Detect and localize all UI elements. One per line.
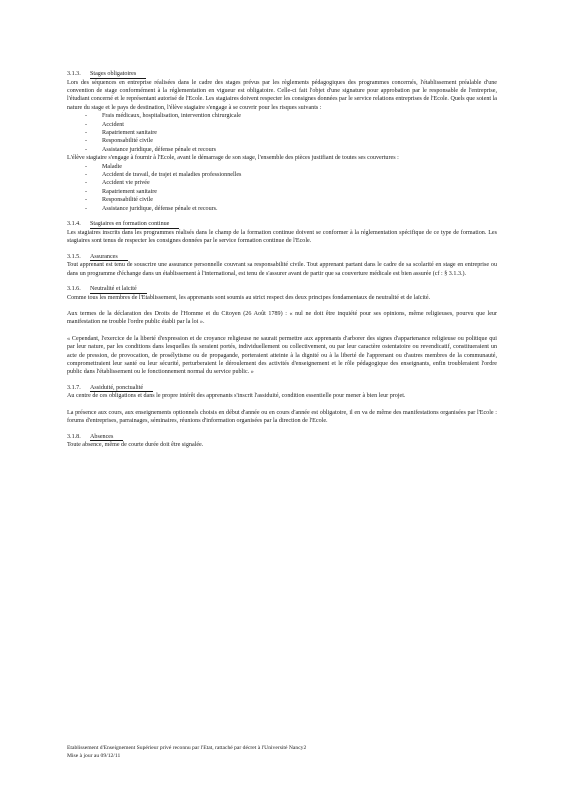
section-heading — [67, 285, 497, 294]
list-item: - Assistance juridique, défense pénale et recours. — [85, 205, 497, 213]
section-heading — [67, 253, 497, 262]
section-3-1-5 — [67, 253, 497, 278]
paragraph: Comme tous les membres de l'Etablissement, les apprenants sont soumis au strict respect des deux principes fondamentaux de neutralité et de laïcité. — [67, 294, 431, 301]
section-3-1-7 — [67, 384, 497, 426]
section-heading — [67, 220, 497, 229]
list-item: - Frais médicaux, hospitalisation, intervention chirurgicale — [85, 112, 497, 120]
list-item: - Responsabilité civile — [85, 196, 497, 204]
list-item: - Rapatriement sanitaire — [85, 129, 497, 137]
paragraph: Au centre de ces obligations et dans le propre intérêt des apprenants s'inscrit l'assiduité, condition essentielle pour mener à bien leur projet. — [67, 393, 406, 400]
list-item: - Assistance juridique, défense pénale et recours — [85, 146, 497, 154]
paragraph: Tout apprenant est tenu de souscrire une assurance personnelle couvrant sa responsabilité civile. Tout apprenant partant dans le cadre de sa scolarité en stage en entreprise ou dans un programme d'échange dans un établissement à l'international, est tenu de s'assurer avant de partir que sa couverture médicale est bien assurée (cf : § 3.1.3.). — [67, 262, 497, 277]
section-number: 3.1.7. — [67, 384, 81, 391]
section-heading — [67, 70, 497, 79]
list-item: - Maladie — [85, 163, 497, 171]
section-number: 3.1.4. — [67, 221, 81, 228]
page-footer — [67, 744, 497, 760]
section-title: Neutralité et laïcité — [90, 286, 147, 294]
paragraph: Lors des séquences en entreprise réalisées dans le cadre des stages prévus par les règlements pédagogiques des programmes concernés, l'établissement préalable d'une convention de stage conformément à la réglementation en vigueur est obligatoire. Celle-ci fait l'objet d'une signature pour approbation par le responsable de l'entreprise, l'étudiant concerné et le représentant autorisé de l'Ecole. Les stagiaires doivent respecter les consignes données par le service relations entreprises de l'Ecole. Quels que soient la nature du stage et le pays de destination, l'élève stagiaire s'engage à se couvrir pour les risques suivants : — [67, 79, 497, 111]
section-number: 3.1.5. — [67, 253, 81, 260]
documents-list — [67, 163, 497, 213]
section-title: Absences — [90, 434, 123, 442]
list-item: - Rapatriement sanitaire — [85, 188, 497, 196]
section-3-1-6 — [67, 285, 497, 377]
section-heading — [67, 433, 497, 442]
section-title: Stagiaires en formation continue — [90, 221, 179, 229]
section-number: 3.1.8. — [67, 433, 81, 440]
paragraph: Aux termes de la déclaration des Droits de l'Homme et du Citoyen (26 Août 1789) : « nul ne doit être inquiété pour ses opinions, même religieuses, pourvu que leur manifestation ne trouble l'ordre public établi par la loi ». — [67, 310, 497, 326]
section-title: Stages obligatoires — [90, 71, 146, 79]
section-3-1-8 — [67, 433, 497, 450]
paragraph: Toute absence, même de courte durée doit être signalée. — [67, 442, 204, 449]
section-heading — [67, 384, 497, 393]
section-number: 3.1.6. — [67, 285, 81, 292]
list-item: - Accident vie privée — [85, 179, 497, 187]
section-3-1-3 — [67, 70, 497, 213]
section-number: 3.1.3. — [67, 71, 81, 77]
footer-institution-line: Etablissement d'Enseignement Supérieur privé reconnu par l'Etat, rattaché par décret à l'Université Nancy2 — [67, 745, 307, 751]
paragraph: La présence aux cours, aux enseignements optionnels choisis en début d'année ou en cours d'année est obligatoire, il en va de même des manifestations organisées par l'Ecole : forums d'entreprises, parrainages, séminaires, réunions d'information organisées par la direction de l'Ecole. — [67, 409, 497, 425]
document-body — [67, 70, 497, 457]
coverage-list — [67, 112, 497, 154]
section-title: Assiduité, ponctualité — [90, 385, 153, 393]
paragraph: Les stagiaires inscrits dans les programmes réalisés dans le champ de la formation continue doivent se conformer à la réglementation spécifique de ce type de formation. Les stagiaires sont tenus de respecter les consignes données par le service formation continue de l'Ecole. — [67, 229, 497, 245]
paragraph: L'élève stagiaire s'engage à fournir à l'Ecole, avant le démarrage de son stage, l'ensemble des pièces justifiant de toutes ses couvertures : — [67, 155, 399, 162]
list-item: - Accident — [85, 121, 497, 129]
footer-update-line: Mise à jour au 09/12/11 — [67, 753, 121, 760]
section-title: Assurances — [90, 254, 128, 262]
section-3-1-4 — [67, 220, 497, 245]
paragraph: « Cependant, l'exercice de la liberté d'expression et de croyance religieuse ne saurait permettre aux apprenants d'arborer des signes d'appartenance religieuse ou politique qui par leur nature, par les conditions dans lesquelles ils seraient portés, individuellement ou collectivement, ou par leur caractère ostentatoire ou revendicatif, constitueraient un acte de pression, de provocation, de prosélytisme ou de propagande, porteraient atteinte à la dignité ou à la liberté de l'apprenant ou d'autres membres de la communauté, compromettraient leur santé ou leur sécurité, perturberaient le déroulement des activités d'enseignement et le rôle pédagogique des enseignants, enfin troubleraient l'ordre public dans l'établissement ou le fonctionnement normal du service public. » — [67, 335, 497, 376]
list-item: - Accident de travail, de trajet et maladies professionnelles — [85, 171, 497, 179]
list-item: - Responsabilité civile — [85, 137, 497, 145]
